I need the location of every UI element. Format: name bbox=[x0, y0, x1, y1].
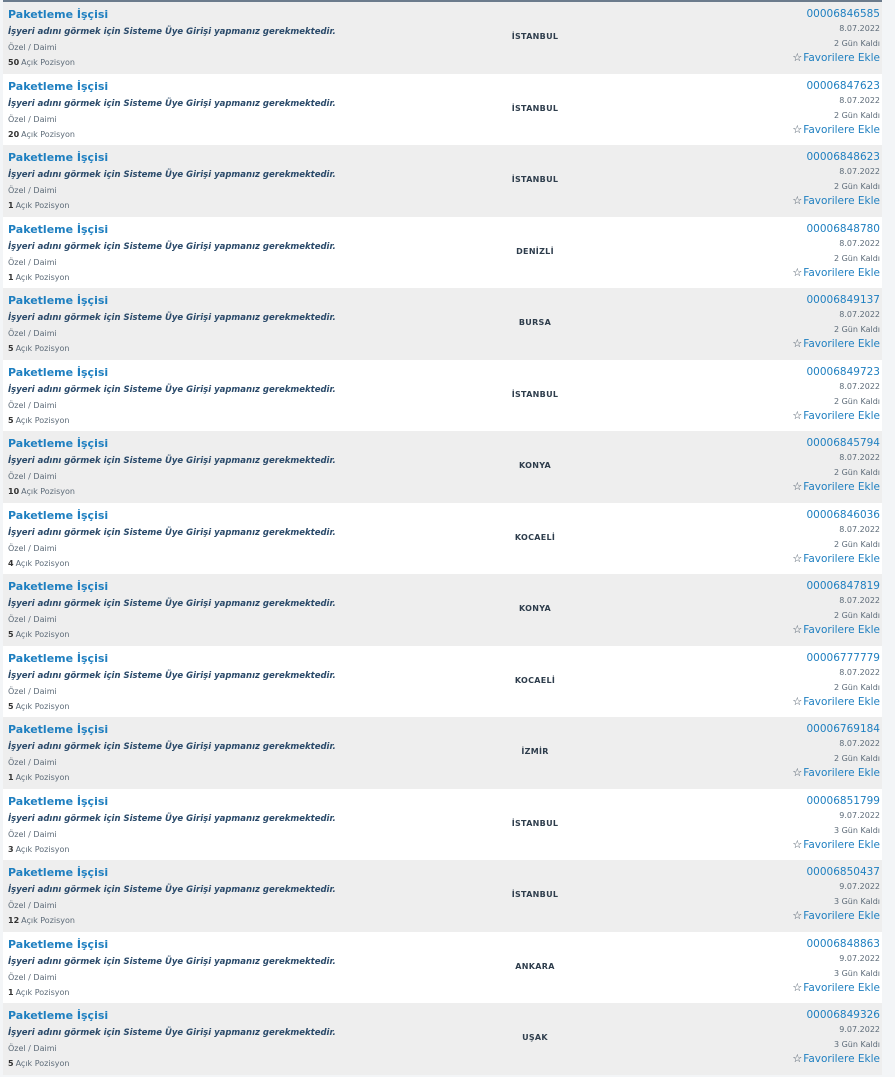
star-icon: ☆ bbox=[792, 337, 803, 350]
job-id-link[interactable]: 00006777779 bbox=[806, 651, 880, 664]
job-title-link[interactable]: Paketleme İşçisi bbox=[8, 294, 109, 307]
days-remaining: 2 Gün Kaldı bbox=[833, 468, 880, 477]
job-title-link[interactable]: Paketleme İşçisi bbox=[8, 866, 109, 879]
open-positions-label: Açık Pozisyon bbox=[15, 630, 70, 639]
employment-type: Özel / Daimi bbox=[8, 615, 57, 624]
job-listing-row bbox=[3, 1003, 882, 1075]
add-favorites-button[interactable] bbox=[792, 194, 880, 208]
open-positions-count: 1 bbox=[8, 272, 14, 282]
job-listing-row bbox=[3, 145, 882, 217]
job-listing-row bbox=[3, 288, 882, 360]
add-favorites-button[interactable] bbox=[792, 909, 880, 923]
job-date: 8.07.2022 bbox=[839, 524, 880, 534]
job-city: İSTANBUL bbox=[511, 890, 559, 899]
employer-hidden-notice: İşyeri adını görmek için Sisteme Üye Girişi yapmanız gerekmektedir. bbox=[8, 813, 336, 824]
open-positions-label: Açık Pozisyon bbox=[21, 129, 75, 139]
open-positions-count: 3 bbox=[8, 844, 14, 854]
job-city: KONYA bbox=[518, 604, 552, 613]
job-listing-row bbox=[3, 646, 882, 718]
job-city: İSTANBUL bbox=[511, 175, 559, 184]
open-positions-count: 4 bbox=[8, 558, 14, 568]
open-positions-label: Açık Pozisyon bbox=[21, 916, 75, 925]
job-date: 8.07.2022 bbox=[839, 24, 880, 33]
days-remaining: 3 Gün Kaldı bbox=[833, 897, 880, 906]
job-date: 8.07.2022 bbox=[839, 739, 880, 748]
job-date: 9.07.2022 bbox=[839, 810, 880, 820]
open-positions bbox=[8, 988, 69, 997]
job-city: İSTANBUL bbox=[511, 818, 559, 828]
employer-hidden-notice: İşyeri adını görmek için Sisteme Üye Girişi yapmanız gerekmektedir. bbox=[8, 527, 336, 538]
job-meta bbox=[792, 222, 880, 280]
employer-hidden-notice: İşyeri adını görmek için Sisteme Üye Girişi yapmanız gerekmektedir. bbox=[8, 885, 336, 895]
star-icon: ☆ bbox=[792, 122, 803, 136]
employment-type: Özel / Daimi bbox=[8, 829, 57, 839]
job-city: İSTANBUL bbox=[511, 32, 559, 41]
job-date: 9.07.2022 bbox=[839, 882, 880, 891]
add-favorites-label: Favorilere Ekle bbox=[803, 409, 880, 422]
days-remaining: 2 Gün Kaldı bbox=[833, 253, 880, 263]
open-positions-count: 5 bbox=[8, 1059, 14, 1068]
days-remaining: 2 Gün Kaldı bbox=[833, 182, 880, 191]
employer-hidden-notice: İşyeri adını görmek için Sisteme Üye Girişi yapmanız gerekmektedir. bbox=[8, 670, 336, 681]
job-city: KOCAELİ bbox=[514, 532, 556, 542]
job-title-link[interactable]: Paketleme İşçisi bbox=[8, 222, 109, 236]
job-date: 8.07.2022 bbox=[839, 453, 880, 462]
star-icon: ☆ bbox=[792, 480, 803, 493]
add-favorites-button[interactable] bbox=[792, 51, 880, 65]
open-positions-count: 5 bbox=[8, 344, 14, 353]
job-meta bbox=[792, 722, 880, 780]
open-positions bbox=[8, 630, 69, 639]
add-favorites-label: Favorilere Ekle bbox=[803, 624, 880, 636]
job-title-link[interactable]: Paketleme İşçisi bbox=[8, 723, 109, 736]
job-id-link[interactable]: 00006849137 bbox=[806, 294, 880, 306]
open-positions-count: 5 bbox=[8, 415, 14, 425]
job-listing-row bbox=[3, 360, 882, 432]
days-remaining: 2 Gün Kaldı bbox=[833, 754, 880, 763]
job-city: İSTANBUL bbox=[511, 103, 559, 113]
open-positions bbox=[8, 916, 75, 925]
employer-hidden-notice: İşyeri adını görmek için Sisteme Üye Girişi yapmanız gerekmektedir. bbox=[8, 313, 336, 323]
open-positions-label: Açık Pozisyon bbox=[15, 1059, 70, 1068]
add-favorites-label: Favorilere Ekle bbox=[803, 481, 880, 493]
job-title-link[interactable]: Paketleme İşçisi bbox=[8, 437, 109, 450]
job-id-link[interactable]: 00006848623 bbox=[806, 151, 880, 163]
job-listing-row bbox=[3, 860, 882, 932]
open-positions-label: Açık Pozisyon bbox=[15, 844, 70, 854]
days-remaining: 3 Gün Kaldı bbox=[833, 1040, 880, 1049]
open-positions-label: Açık Pozisyon bbox=[15, 987, 70, 997]
open-positions bbox=[8, 1059, 69, 1068]
job-title-link[interactable]: Paketleme İşçisi bbox=[8, 151, 109, 164]
open-positions-label: Açık Pozisyon bbox=[15, 415, 70, 425]
job-date: 9.07.2022 bbox=[839, 1025, 880, 1034]
employment-type: Özel / Daimi bbox=[8, 972, 57, 982]
employment-type: Özel / Daimi bbox=[8, 400, 57, 410]
job-city: UŞAK bbox=[522, 1033, 548, 1042]
add-favorites-button[interactable] bbox=[792, 695, 880, 709]
add-favorites-button[interactable] bbox=[792, 766, 880, 780]
job-listing-row bbox=[3, 932, 882, 1004]
star-icon: ☆ bbox=[792, 694, 803, 708]
days-remaining: 2 Gün Kaldı bbox=[833, 39, 880, 48]
employment-type: Özel / Daimi bbox=[8, 329, 57, 338]
job-id-link[interactable]: 00006851799 bbox=[806, 794, 880, 807]
job-city: İZMİR bbox=[521, 747, 549, 756]
star-icon: ☆ bbox=[792, 1052, 803, 1065]
job-listings bbox=[3, 0, 882, 1075]
open-positions-label: Açık Pozisyon bbox=[15, 701, 70, 711]
open-positions-label: Açık Pozisyon bbox=[15, 344, 70, 353]
job-title-link[interactable]: Paketleme İşçisi bbox=[8, 1009, 109, 1022]
open-positions-label: Açık Pozisyon bbox=[15, 773, 70, 782]
job-meta bbox=[792, 150, 880, 208]
add-favorites-label: Favorilere Ekle bbox=[803, 695, 880, 708]
job-date: 8.07.2022 bbox=[839, 310, 880, 319]
open-positions bbox=[8, 416, 69, 425]
add-favorites-button[interactable] bbox=[792, 838, 880, 852]
open-positions bbox=[8, 773, 69, 782]
job-date: 8.07.2022 bbox=[839, 381, 880, 391]
job-listing-row bbox=[3, 217, 882, 289]
add-favorites-label: Favorilere Ekle bbox=[803, 52, 880, 64]
employment-type: Özel / Daimi bbox=[8, 1044, 57, 1053]
job-date: 8.07.2022 bbox=[839, 238, 880, 248]
employer-hidden-notice: İşyeri adını görmek için Sisteme Üye Girişi yapmanız gerekmektedir. bbox=[8, 241, 336, 252]
job-title-link[interactable]: Paketleme İşçisi bbox=[8, 651, 109, 665]
job-title-link[interactable]: Paketleme İşçisi bbox=[8, 79, 109, 93]
job-meta bbox=[792, 293, 880, 351]
job-id-link[interactable]: 00006769184 bbox=[806, 723, 880, 735]
days-remaining: 2 Gün Kaldı bbox=[833, 682, 880, 692]
job-title-link[interactable]: Paketleme İşçisi bbox=[8, 8, 109, 21]
open-positions bbox=[8, 201, 69, 210]
open-positions-count: 10 bbox=[8, 487, 20, 496]
open-positions bbox=[8, 487, 75, 496]
job-city: ANKARA bbox=[515, 961, 555, 971]
job-id-link[interactable]: 00006848780 bbox=[806, 222, 880, 235]
job-meta bbox=[792, 7, 880, 65]
job-title-link[interactable]: Paketleme İşçisi bbox=[8, 508, 109, 522]
employer-hidden-notice: İşyeri adını görmek için Sisteme Üye Girişi yapmanız gerekmektedir. bbox=[8, 98, 336, 109]
job-meta bbox=[792, 651, 880, 709]
job-meta bbox=[792, 865, 880, 923]
add-favorites-label: Favorilere Ekle bbox=[803, 338, 880, 350]
job-date: 8.07.2022 bbox=[839, 667, 880, 677]
job-id-link[interactable]: 00006847819 bbox=[806, 580, 880, 592]
add-favorites-label: Favorilere Ekle bbox=[803, 910, 880, 922]
job-city: KOCAELİ bbox=[514, 675, 556, 685]
open-positions bbox=[8, 702, 69, 711]
open-positions bbox=[8, 845, 69, 854]
open-positions-label: Açık Pozisyon bbox=[21, 487, 75, 496]
open-positions bbox=[8, 344, 69, 353]
job-city: BURSA bbox=[518, 318, 552, 327]
job-meta bbox=[792, 794, 880, 852]
job-meta bbox=[792, 508, 880, 566]
add-favorites-button[interactable] bbox=[792, 123, 880, 137]
job-listing-row bbox=[3, 2, 882, 74]
job-id-link[interactable]: 00006845794 bbox=[806, 437, 880, 449]
job-listing-row bbox=[3, 717, 882, 789]
job-id-link[interactable]: 00006849723 bbox=[806, 365, 880, 378]
open-positions-count: 1 bbox=[8, 773, 14, 782]
job-id-link[interactable]: 00006849326 bbox=[806, 1009, 880, 1021]
job-meta bbox=[792, 79, 880, 137]
job-date: 8.07.2022 bbox=[839, 95, 880, 105]
job-listing-row bbox=[3, 74, 882, 146]
star-icon: ☆ bbox=[792, 837, 803, 851]
star-icon: ☆ bbox=[792, 623, 803, 636]
add-favorites-button[interactable] bbox=[792, 981, 880, 995]
days-remaining: 2 Gün Kaldı bbox=[833, 539, 880, 549]
add-favorites-label: Favorilere Ekle bbox=[803, 195, 880, 207]
add-favorites-label: Favorilere Ekle bbox=[803, 552, 880, 565]
open-positions-count: 50 bbox=[8, 58, 20, 67]
add-favorites-label: Favorilere Ekle bbox=[803, 123, 880, 136]
employment-type: Özel / Daimi bbox=[8, 186, 57, 195]
open-positions-count: 5 bbox=[8, 701, 14, 711]
employment-type: Özel / Daimi bbox=[8, 686, 57, 696]
employment-type: Özel / Daimi bbox=[8, 758, 57, 767]
star-icon: ☆ bbox=[792, 51, 803, 64]
job-city: İSTANBUL bbox=[511, 389, 559, 399]
job-listing-row bbox=[3, 789, 882, 861]
employer-hidden-notice: İşyeri adını görmek için Sisteme Üye Girişi yapmanız gerekmektedir. bbox=[8, 956, 336, 967]
job-listing-row bbox=[3, 503, 882, 575]
job-listing-row bbox=[3, 431, 882, 503]
employer-hidden-notice: İşyeri adını görmek için Sisteme Üye Girişi yapmanız gerekmektedir. bbox=[8, 456, 336, 466]
employer-hidden-notice: İşyeri adını görmek için Sisteme Üye Girişi yapmanız gerekmektedir. bbox=[8, 599, 336, 609]
job-id-link[interactable]: 00006846036 bbox=[806, 508, 880, 521]
employer-hidden-notice: İşyeri adını görmek için Sisteme Üye Girişi yapmanız gerekmektedir. bbox=[8, 384, 336, 395]
open-positions bbox=[8, 559, 69, 568]
employment-type: Özel / Daimi bbox=[8, 901, 57, 910]
job-meta bbox=[792, 1008, 880, 1066]
job-id-link[interactable]: 00006850437 bbox=[806, 866, 880, 878]
open-positions-count: 1 bbox=[8, 201, 14, 210]
job-title-link[interactable]: Paketleme İşçisi bbox=[8, 794, 109, 808]
job-meta bbox=[792, 365, 880, 423]
days-remaining: 3 Gün Kaldı bbox=[833, 825, 880, 835]
add-favorites-button[interactable] bbox=[792, 337, 880, 351]
add-favorites-label: Favorilere Ekle bbox=[803, 981, 880, 994]
add-favorites-label: Favorilere Ekle bbox=[803, 838, 880, 851]
open-positions-count: 20 bbox=[8, 129, 20, 139]
add-favorites-button[interactable] bbox=[792, 623, 880, 637]
add-favorites-button[interactable] bbox=[792, 409, 880, 423]
star-icon: ☆ bbox=[792, 766, 803, 779]
employer-hidden-notice: İşyeri adını görmek için Sisteme Üye Girişi yapmanız gerekmektedir. bbox=[8, 1028, 336, 1038]
add-favorites-button[interactable] bbox=[792, 1052, 880, 1066]
job-id-link[interactable]: 00006848863 bbox=[806, 937, 880, 950]
star-icon: ☆ bbox=[792, 194, 803, 207]
job-date: 8.07.2022 bbox=[839, 167, 880, 176]
job-meta bbox=[792, 436, 880, 494]
job-title-link[interactable]: Paketleme İşçisi bbox=[8, 365, 109, 379]
open-positions bbox=[8, 273, 69, 282]
add-favorites-button[interactable] bbox=[792, 552, 880, 566]
days-remaining: 2 Gün Kaldı bbox=[833, 396, 880, 406]
star-icon: ☆ bbox=[792, 980, 803, 994]
employer-hidden-notice: İşyeri adını görmek için Sisteme Üye Girişi yapmanız gerekmektedir. bbox=[8, 742, 336, 752]
star-icon: ☆ bbox=[792, 909, 803, 922]
open-positions bbox=[8, 130, 75, 139]
employment-type: Özel / Daimi bbox=[8, 114, 57, 124]
open-positions-count: 1 bbox=[8, 987, 14, 997]
job-meta bbox=[792, 579, 880, 637]
employer-hidden-notice: İşyeri adını görmek için Sisteme Üye Girişi yapmanız gerekmektedir. bbox=[8, 170, 336, 180]
open-positions-label: Açık Pozisyon bbox=[15, 272, 70, 282]
job-id-link[interactable]: 00006846585 bbox=[806, 8, 880, 20]
star-icon: ☆ bbox=[792, 265, 803, 279]
open-positions-label: Açık Pozisyon bbox=[21, 58, 75, 67]
days-remaining: 2 Gün Kaldı bbox=[833, 325, 880, 334]
add-favorites-label: Favorilere Ekle bbox=[803, 266, 880, 279]
employment-type: Özel / Daimi bbox=[8, 43, 57, 52]
open-positions bbox=[8, 58, 75, 67]
open-positions-count: 12 bbox=[8, 916, 20, 925]
add-favorites-label: Favorilere Ekle bbox=[803, 767, 880, 779]
job-city: KONYA bbox=[518, 461, 552, 470]
add-favorites-label: Favorilere Ekle bbox=[803, 1053, 880, 1065]
open-positions-label: Açık Pozisyon bbox=[15, 201, 70, 210]
employment-type: Özel / Daimi bbox=[8, 543, 57, 553]
add-favorites-button[interactable] bbox=[792, 480, 880, 494]
open-positions-count: 5 bbox=[8, 630, 14, 639]
job-id-link[interactable]: 00006847623 bbox=[806, 79, 880, 92]
job-city: DENİZLİ bbox=[516, 246, 554, 256]
employer-hidden-notice: İşyeri adını görmek için Sisteme Üye Girişi yapmanız gerekmektedir. bbox=[8, 27, 336, 37]
job-date: 9.07.2022 bbox=[839, 953, 880, 963]
job-title-link[interactable]: Paketleme İşçisi bbox=[8, 580, 109, 593]
add-favorites-button[interactable] bbox=[792, 266, 880, 280]
star-icon: ☆ bbox=[792, 408, 803, 422]
employment-type: Özel / Daimi bbox=[8, 472, 57, 481]
days-remaining: 2 Gün Kaldı bbox=[833, 110, 880, 120]
job-date: 8.07.2022 bbox=[839, 596, 880, 605]
job-listing-row bbox=[3, 574, 882, 646]
days-remaining: 3 Gün Kaldı bbox=[833, 968, 880, 978]
star-icon: ☆ bbox=[792, 551, 803, 565]
open-positions-label: Açık Pozisyon bbox=[15, 558, 70, 568]
job-meta bbox=[792, 937, 880, 995]
days-remaining: 2 Gün Kaldı bbox=[833, 611, 880, 620]
job-title-link[interactable]: Paketleme İşçisi bbox=[8, 937, 109, 951]
employment-type: Özel / Daimi bbox=[8, 257, 57, 267]
